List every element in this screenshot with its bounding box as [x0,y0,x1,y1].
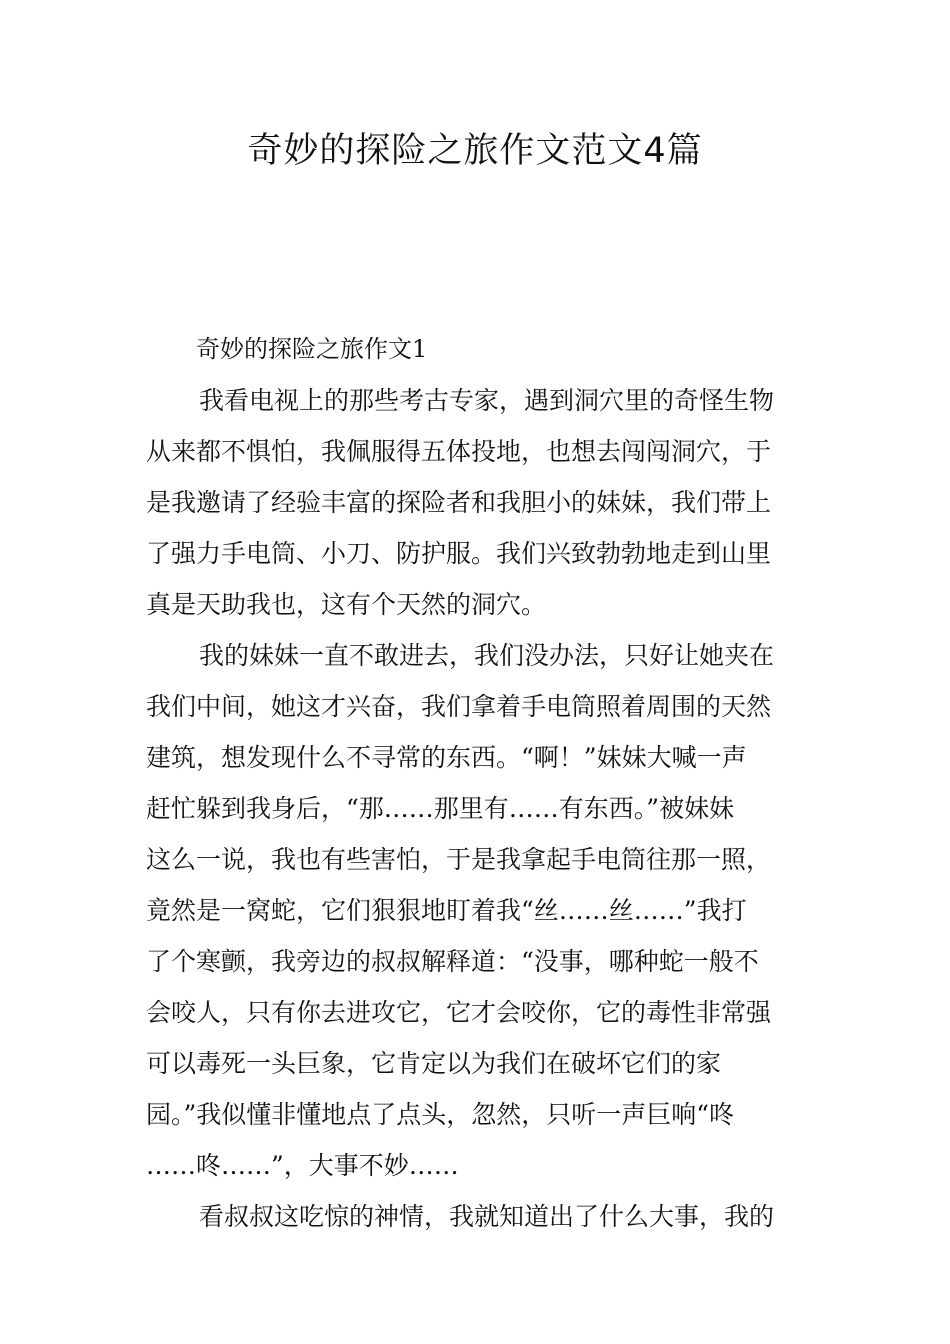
paragraph-2 [146,630,810,1191]
text-line: 竟然是一窝蛇，它们狠狠地盯着我“丝……丝……”我打 [146,896,747,925]
section-heading: 奇妙的探险之旅作文1 [196,335,428,363]
text-line: 了强力手电筒、小刀、防护服。我们兴致勃勃地走到山里 [146,539,772,568]
text-line: 园。”我似懂非懂地点了点头，忽然，只听一声巨响“咚 [146,1100,735,1129]
body-text [146,375,810,1242]
text-line: 真是天助我也，这有个天然的洞穴。 [146,590,547,619]
text-line: 赶忙躲到我身后，“那……那里有……有东西。”被妹妹 [146,794,735,823]
text-line: 我们中间，她这才兴奋，我们拿着手电筒照着周围的天然 [146,692,772,721]
text-line: 这么一说，我也有些害怕，于是我拿起手电筒往那一照， [146,845,772,874]
text-line: 了个寒颤，我旁边的叔叔解释道：“没事，哪种蛇一般不 [146,947,759,976]
text-line: 我的妹妹一直不敢进去，我们没办法，只好让她夹在 [199,641,775,670]
text-line: 会咬人，只有你去进攻它，它才会咬你，它的毒性非常强 [146,998,772,1027]
text-line: 是我邀请了经验丰富的探险者和我胆小的妹妹，我们带上 [146,488,772,517]
text-line: ……咚……”，大事不妙…… [146,1151,459,1180]
text-line: 看叔叔这吃惊的神情，我就知道出了什么大事，我的 [199,1202,775,1231]
paragraph-3 [146,1191,810,1242]
text-line: 从来都不惧怕，我佩服得五体投地，也想去闯闯洞穴，于 [146,437,772,466]
text-line: 建筑，想发现什么不寻常的东西。“啊！”妹妹大喊一声 [146,743,747,772]
text-line: 我看电视上的那些考古专家，遇到洞穴里的奇怪生物 [199,386,775,415]
text-line: 可以毒死一头巨象，它肯定以为我们在破坏它们的家 [146,1049,722,1078]
document-title: 奇妙的探险之旅作文范文4篇 [247,131,703,171]
paragraph-1 [146,375,810,630]
